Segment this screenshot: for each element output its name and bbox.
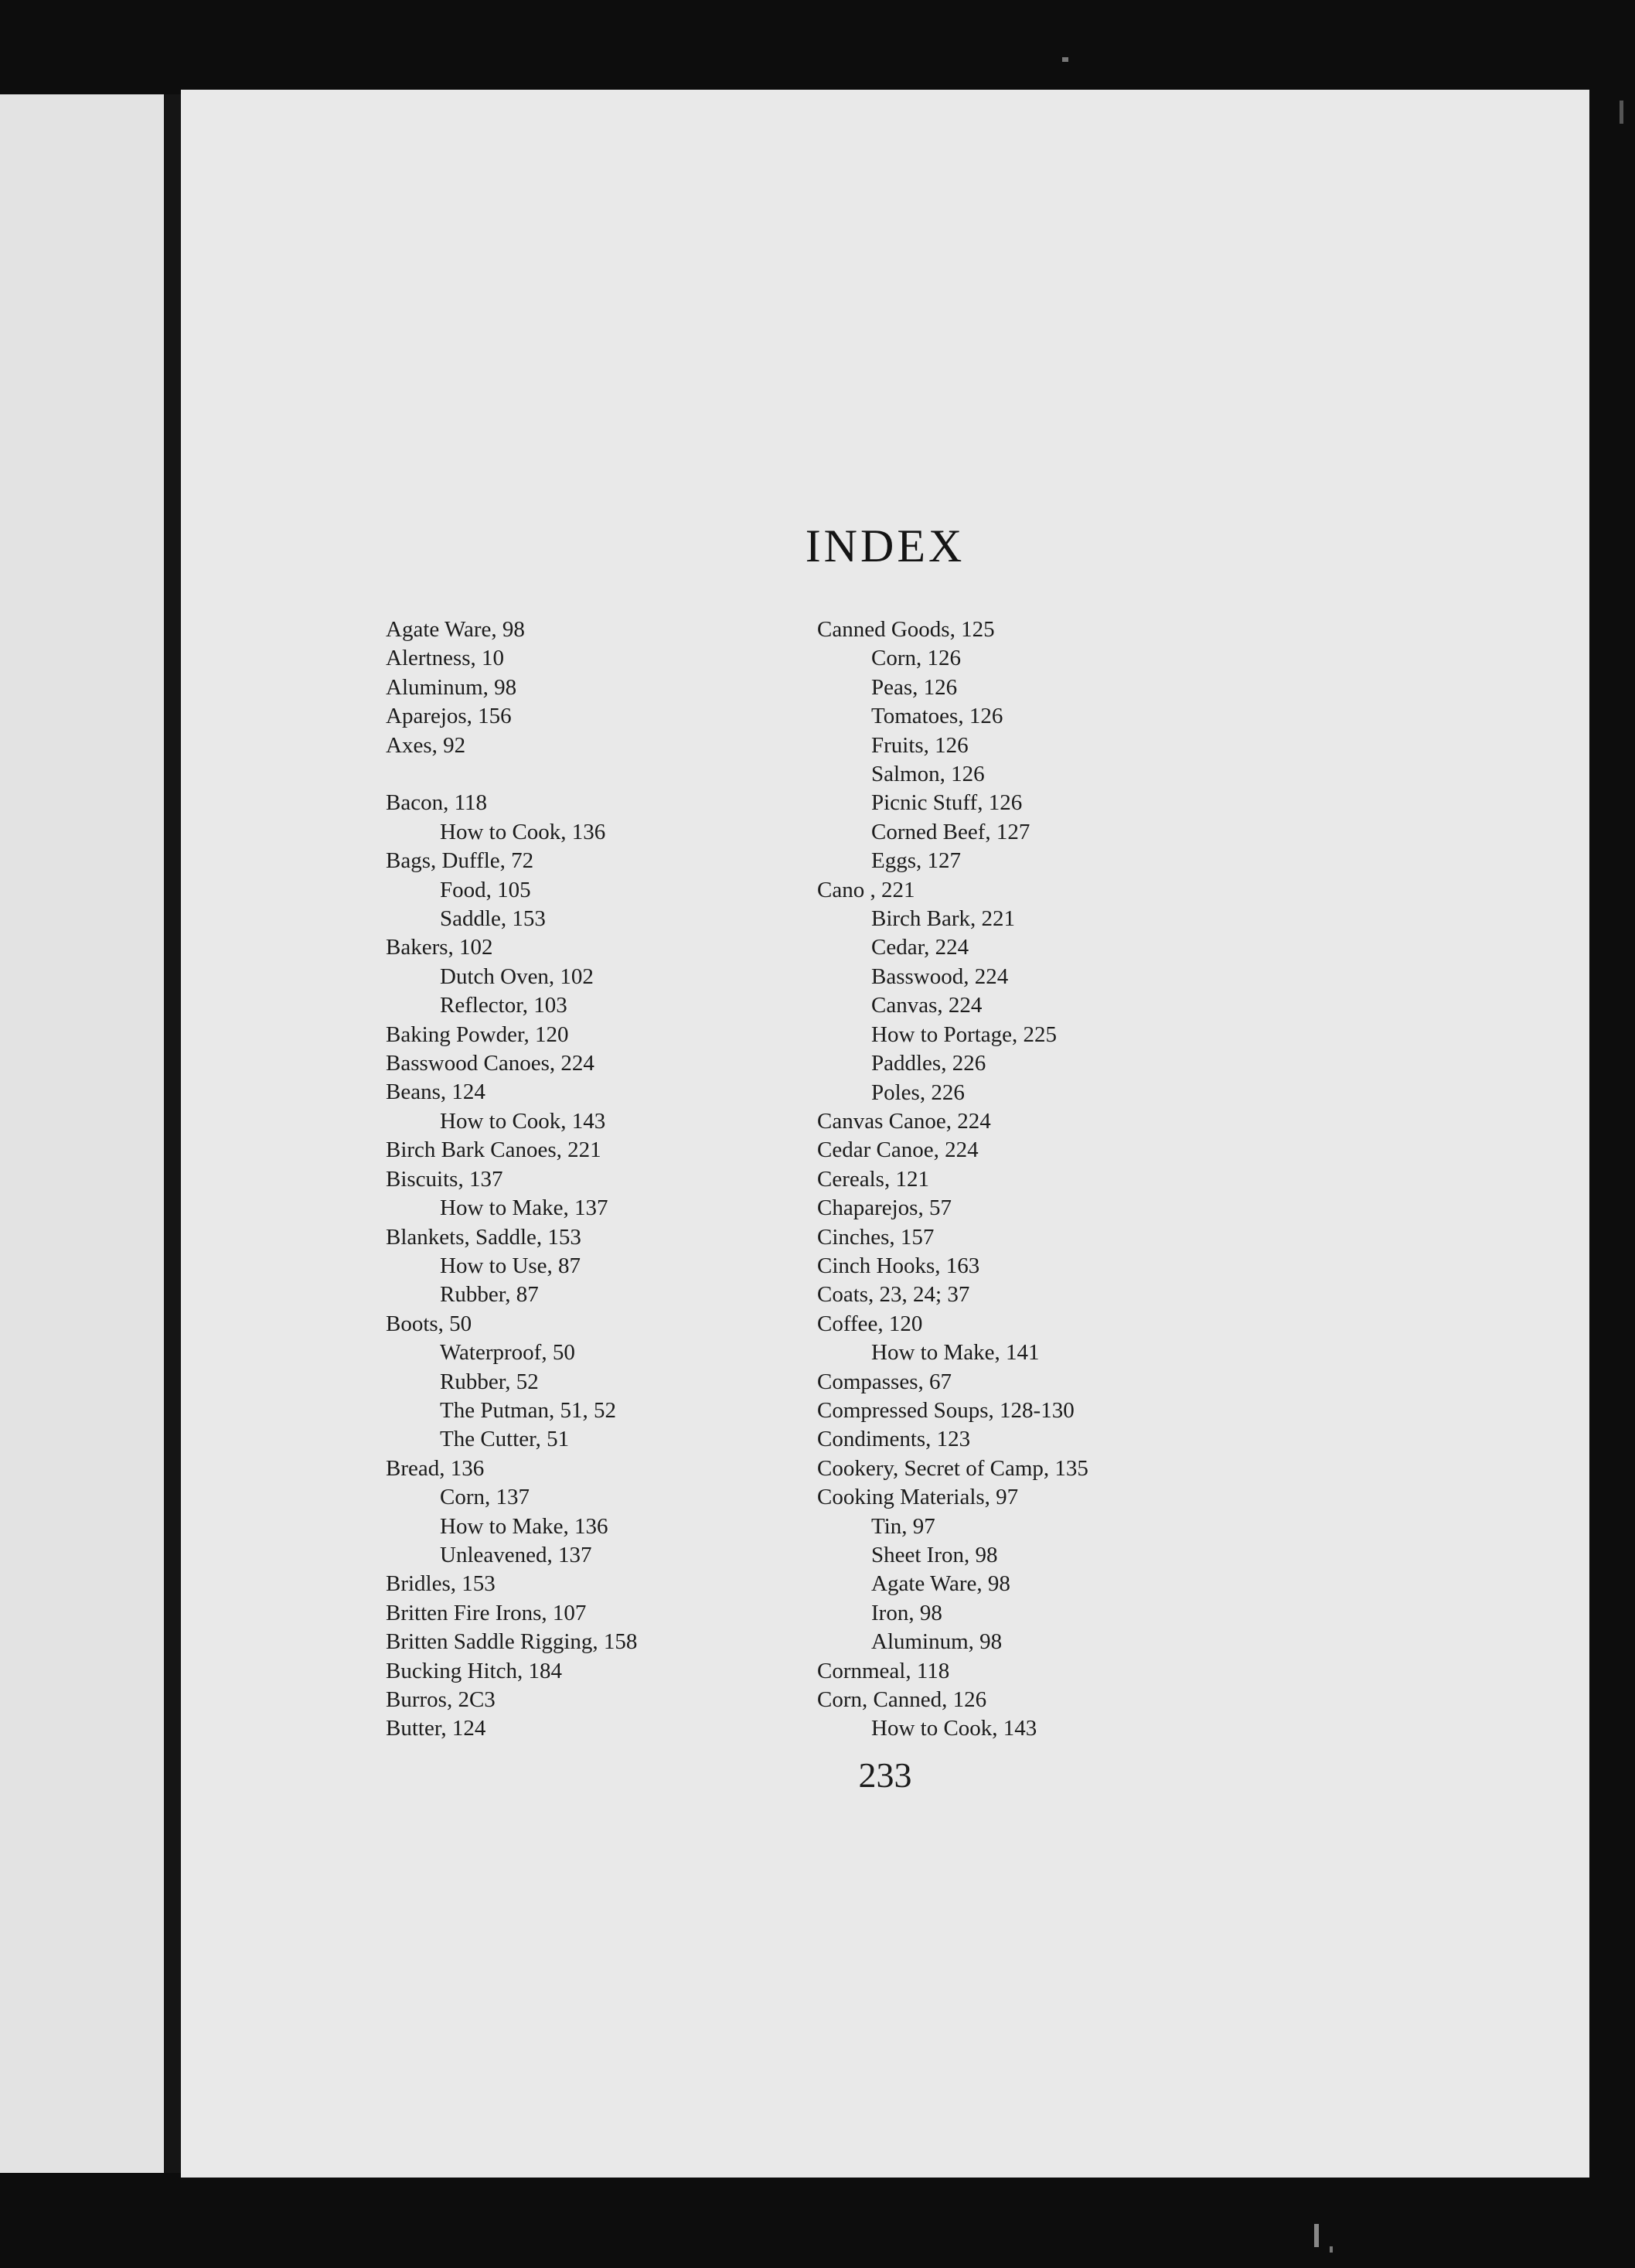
index-subentry: Canvas, 224: [871, 993, 983, 1018]
index-entry: Alertness, 10: [386, 646, 505, 671]
page-number: 233: [858, 1755, 912, 1795]
index-subentry: Iron, 98: [871, 1600, 942, 1625]
index-subentry: How to Make, 137: [440, 1195, 608, 1221]
book-spine: [164, 94, 181, 2173]
index-entry: Cedar Canoe, 224: [817, 1137, 979, 1163]
index-entry: Boots, 50: [386, 1311, 472, 1336]
index-entry: Coats, 23, 24; 37: [817, 1282, 970, 1308]
index-entry: Compasses, 67: [817, 1369, 952, 1394]
index-entry: Bread, 136: [386, 1455, 485, 1481]
index-entry: Chaparejos, 57: [817, 1195, 952, 1221]
index-subentry: Tin, 97: [871, 1513, 935, 1539]
index-entry: Baking Powder, 120: [386, 1021, 569, 1047]
index-entry: Aluminum, 98: [386, 674, 517, 700]
index-subentry: Waterproof, 50: [440, 1340, 575, 1366]
index-entry: Corn, Canned, 126: [817, 1687, 987, 1713]
index-subentry: Rubber, 87: [440, 1282, 539, 1308]
index-subentry: How to Cook, 136: [440, 819, 606, 844]
index-entry: Blankets, Saddle, 153: [386, 1224, 581, 1250]
index-subentry: How to Cook, 143: [871, 1716, 1037, 1741]
index-subentry: Basswood, 224: [871, 963, 1009, 989]
index-subentry: Corn, 137: [440, 1485, 530, 1510]
book-page: [181, 90, 1589, 2178]
index-entry: Cano , 221: [817, 877, 915, 902]
left-page-edge: [0, 94, 164, 2173]
index-entry: Axes, 92: [386, 732, 466, 758]
index-entry: Cinches, 157: [817, 1224, 935, 1250]
index-entry: Canned Goods, 125: [817, 617, 995, 642]
index-entry: Birch Bark Canoes, 221: [386, 1137, 601, 1163]
index-subentry: Aluminum, 98: [871, 1629, 1003, 1655]
index-entry: Cooking Materials, 97: [817, 1485, 1019, 1510]
index-subentry: How to Portage, 225: [871, 1021, 1058, 1047]
index-subentry: Poles, 226: [871, 1079, 965, 1105]
index-entry: Basswood Canoes, 224: [386, 1051, 594, 1076]
index-subentry: How to Use, 87: [440, 1253, 581, 1278]
index-entry: Burros, 2C3: [386, 1687, 496, 1713]
index-entry: Cereals, 121: [817, 1166, 929, 1192]
index-subentry: Cedar, 224: [871, 935, 969, 960]
index-subentry: How to Cook, 143: [440, 1108, 606, 1134]
index-entry: Compressed Soups, 128-130: [817, 1397, 1075, 1423]
index-subentry: Eggs, 127: [871, 848, 961, 874]
index-subentry: Birch Bark, 221: [871, 906, 1016, 932]
index-subentry: Reflector, 103: [440, 993, 567, 1018]
index-subentry: Sheet Iron, 98: [871, 1543, 998, 1567]
index-entry: Cornmeal, 118: [817, 1658, 950, 1683]
index-entry: Butter, 124: [386, 1716, 486, 1741]
index-subentry: Unleavened, 137: [440, 1542, 592, 1567]
index-entry: Canvas Canoe, 224: [817, 1108, 991, 1134]
index-subentry: Dutch Oven, 102: [440, 963, 594, 989]
index-column-left: [386, 616, 637, 1744]
index-entry: Britten Fire Irons, 107: [386, 1600, 587, 1625]
index-subentry: Corn, 126: [871, 646, 961, 671]
index-entry: Bacon, 118: [386, 790, 488, 816]
index-entry: Agate Ware, 98: [386, 617, 525, 642]
index-entry: Beans, 124: [386, 1079, 485, 1105]
index-column-right: [817, 616, 1088, 1744]
index-subentry: Fruits, 126: [871, 732, 969, 758]
index-entry: Coffee, 120: [817, 1311, 923, 1336]
index-entry: Condiments, 123: [817, 1427, 971, 1452]
index-entry: Bakers, 102: [386, 935, 493, 960]
page-title: INDEX: [805, 520, 966, 571]
index-entry: Britten Saddle Rigging, 158: [386, 1629, 638, 1655]
index-subentry: Food, 105: [440, 877, 531, 902]
index-subentry: The Putman, 51, 52: [440, 1397, 616, 1423]
index-entry: Cinch Hooks, 163: [817, 1253, 980, 1278]
index-subentry: Agate Ware, 98: [871, 1571, 1010, 1597]
index-subentry: Salmon, 126: [871, 762, 985, 787]
index-subentry: Picnic Stuff, 126: [871, 790, 1023, 816]
index-subentry: How to Make, 136: [440, 1513, 608, 1539]
index-subentry: Corned Beef, 127: [871, 819, 1030, 844]
index-entry: Bags, Duffle, 72: [386, 848, 534, 874]
index-subentry: Paddles, 226: [871, 1051, 986, 1076]
index-entry: Aparejos, 156: [386, 704, 512, 729]
index-subentry: The Cutter, 51: [440, 1427, 570, 1452]
index-entry: Bucking Hitch, 184: [386, 1658, 562, 1683]
index-subentry: Saddle, 153: [440, 906, 546, 932]
index-subentry: Rubber, 52: [440, 1369, 539, 1394]
index-entry: Biscuits, 137: [386, 1166, 503, 1192]
index-subentry: How to Make, 141: [871, 1340, 1040, 1366]
index-entry: Bridles, 153: [386, 1571, 496, 1597]
index-subentry: Tomatoes, 126: [871, 704, 1003, 729]
index-spacer: [386, 760, 637, 789]
index-entry: Cookery, Secret of Camp, 135: [817, 1455, 1088, 1481]
index-subentry: Peas, 126: [871, 674, 958, 700]
